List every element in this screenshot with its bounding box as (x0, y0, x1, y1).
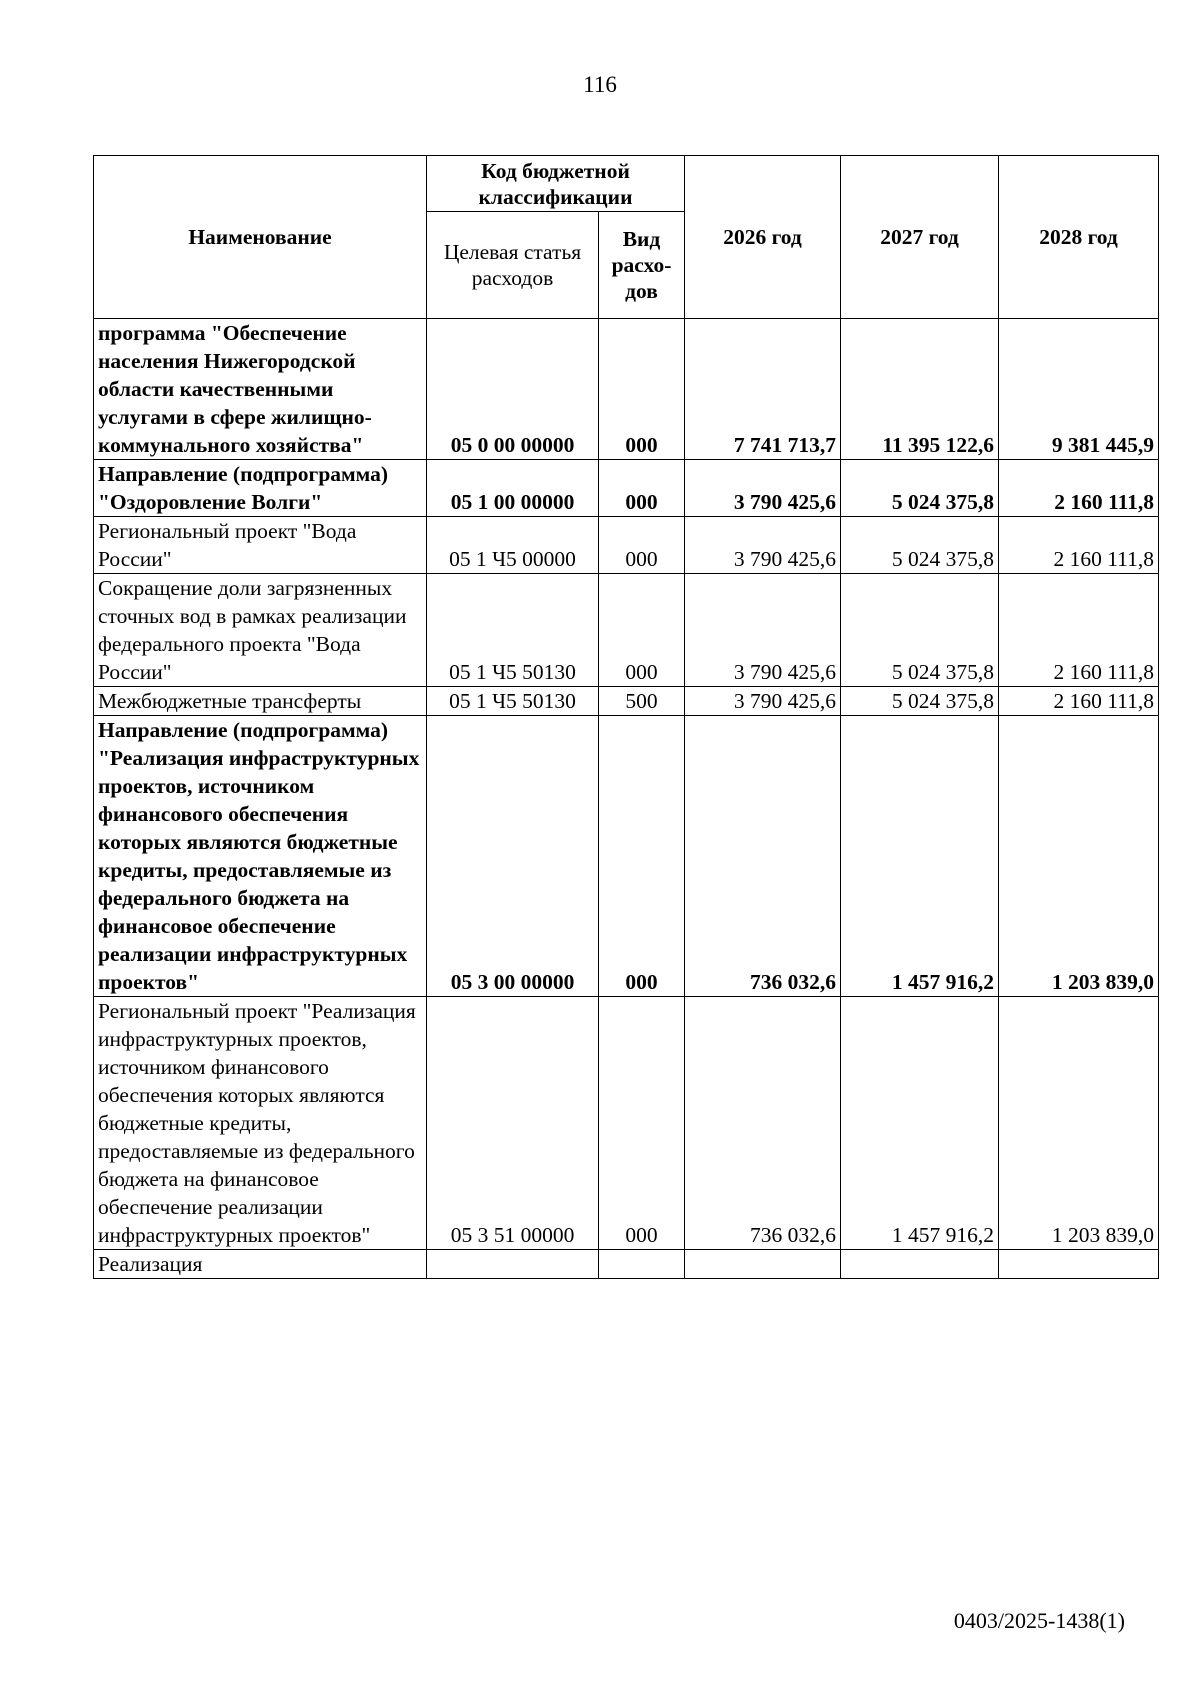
row-2028: 2 160 111,8 (999, 517, 1159, 574)
document-code: 0403/2025-1438(1) (953, 1608, 1125, 1633)
row-2026: 3 790 425,6 (685, 574, 841, 687)
row-2028: 9 381 445,9 (999, 319, 1159, 460)
row-target-article: 05 1 00 00000 (427, 460, 599, 517)
table-row (94, 517, 1159, 574)
row-expense-type: 000 (599, 574, 685, 687)
header-name: Наименование (94, 156, 427, 319)
budget-table (93, 155, 1159, 1279)
row-2027: 1 457 916,2 (841, 997, 999, 1250)
row-expense-type: 000 (599, 460, 685, 517)
row-expense-type: 000 (599, 716, 685, 997)
table-row (94, 997, 1159, 1250)
row-target-article: 05 1 Ч5 50130 (427, 687, 599, 716)
row-name: программа "Обеспечение населения Нижегородской области качественными услугами в сфере жилищно-коммунального хозяйства" (94, 319, 427, 460)
header-2026: 2026 год (685, 156, 841, 319)
table-row (94, 687, 1159, 716)
row-name: Сокращение доли загрязненных сточных вод в рамках реализации федерального проекта "Вода России" (94, 574, 427, 687)
row-name: Направление (подпрограмма) "Оздоровление Волги" (94, 460, 427, 517)
row-name: Направление (подпрограмма) "Реализация инфраструктурных проектов, источником финансового обеспечения которых являются бюджетные кредиты, предоставляемые из федерального бюджета на финансовое обеспечение реализации инфраструктурных проектов" (94, 716, 427, 997)
row-name: Межбюджетные трансферты (94, 687, 427, 716)
row-2028: 2 160 111,8 (999, 687, 1159, 716)
row-expense-type: 000 (599, 517, 685, 574)
header-2027: 2027 год (841, 156, 999, 319)
row-2027: 5 024 375,8 (841, 460, 999, 517)
row-2028 (999, 1250, 1159, 1279)
row-target-article: 05 0 00 00000 (427, 319, 599, 460)
row-name: Региональный проект "Вода России" (94, 517, 427, 574)
table-row (94, 460, 1159, 517)
row-2027: 5 024 375,8 (841, 517, 999, 574)
row-2026: 736 032,6 (685, 997, 841, 1250)
row-expense-type: 500 (599, 687, 685, 716)
row-2027: 5 024 375,8 (841, 687, 999, 716)
row-2028: 1 203 839,0 (999, 997, 1159, 1250)
row-2026: 7 741 713,7 (685, 319, 841, 460)
row-2026: 3 790 425,6 (685, 687, 841, 716)
row-2026: 3 790 425,6 (685, 460, 841, 517)
table-row (94, 319, 1159, 460)
header-code-group: Код бюджетной классификации (427, 156, 685, 212)
table-row (94, 574, 1159, 687)
row-target-article (427, 1250, 599, 1279)
row-2026 (685, 1250, 841, 1279)
table-row (94, 716, 1159, 997)
row-target-article: 05 3 51 00000 (427, 997, 599, 1250)
row-2028: 1 203 839,0 (999, 716, 1159, 997)
row-expense-type (599, 1250, 685, 1279)
header-target-article: Целевая статья расходов (427, 212, 599, 319)
row-2028: 2 160 111,8 (999, 574, 1159, 687)
row-name: Реализация (94, 1250, 427, 1279)
row-target-article: 05 1 Ч5 50130 (427, 574, 599, 687)
header-expense-type: Вид расхо-дов (599, 212, 685, 319)
row-2027: 11 395 122,6 (841, 319, 999, 460)
row-name: Региональный проект "Реализация инфраструктурных проектов, источником финансового обеспечения которых являются бюджетные кредиты, предоставляемые из федерального бюджета на финансовое обеспечение реализации инфраструктурных проектов" (94, 997, 427, 1250)
row-expense-type: 000 (599, 319, 685, 460)
row-2026: 3 790 425,6 (685, 517, 841, 574)
row-2027 (841, 1250, 999, 1279)
row-expense-type: 000 (599, 997, 685, 1250)
row-2026: 736 032,6 (685, 716, 841, 997)
page-number: 116 (583, 72, 617, 97)
table-row (94, 1250, 1159, 1279)
row-2027: 1 457 916,2 (841, 716, 999, 997)
header-2028: 2028 год (999, 156, 1159, 319)
row-target-article: 05 1 Ч5 00000 (427, 517, 599, 574)
row-2028: 2 160 111,8 (999, 460, 1159, 517)
row-2027: 5 024 375,8 (841, 574, 999, 687)
row-target-article: 05 3 00 00000 (427, 716, 599, 997)
